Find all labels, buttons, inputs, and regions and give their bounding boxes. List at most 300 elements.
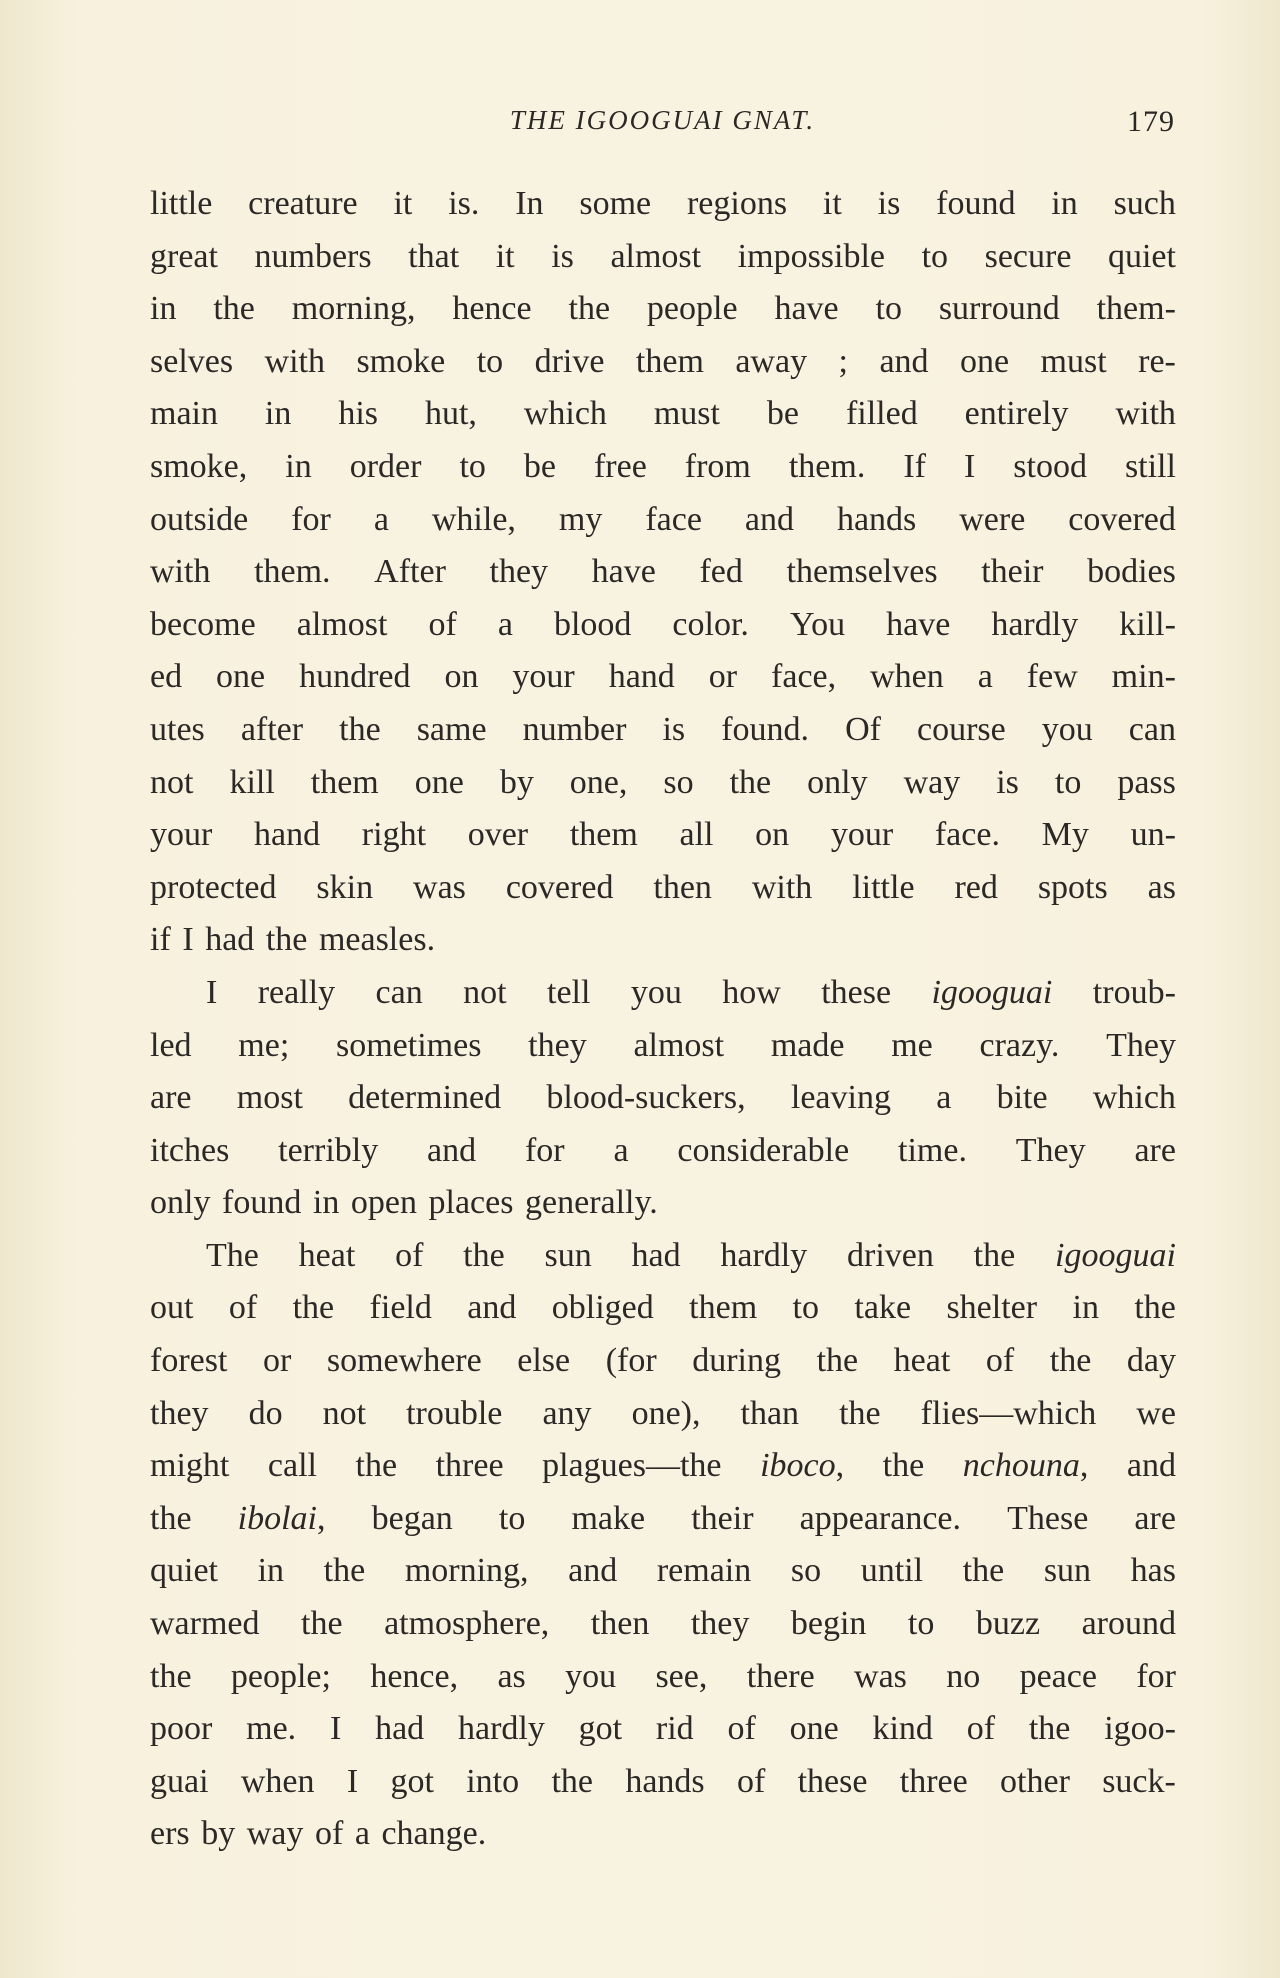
word: order <box>349 447 422 485</box>
word: had <box>375 1710 425 1748</box>
word: almost <box>296 605 388 643</box>
word: had <box>631 1236 681 1274</box>
text-line <box>150 967 1176 1020</box>
text-line <box>150 757 1176 810</box>
word: must <box>653 395 720 433</box>
word: covered <box>1068 500 1176 538</box>
text-line <box>150 914 1176 967</box>
word: how <box>722 973 781 1011</box>
text-line <box>150 1335 1176 1388</box>
word: and <box>879 342 929 380</box>
word: pass <box>1117 763 1176 801</box>
word: some <box>579 185 652 222</box>
word: of <box>228 1289 258 1327</box>
word: morning, <box>404 1552 529 1590</box>
word: the <box>1028 1710 1071 1748</box>
text-line <box>150 1230 1176 1283</box>
word: impossible <box>737 237 886 275</box>
word: with <box>751 868 813 906</box>
word: see, <box>655 1657 708 1695</box>
word: might <box>150 1447 230 1485</box>
word: re- <box>1138 342 1176 380</box>
word: led <box>150 1026 192 1064</box>
word: out <box>150 1289 194 1327</box>
word: only <box>807 763 868 801</box>
word: a <box>936 1079 952 1117</box>
word: ers <box>150 1815 190 1853</box>
word: the <box>816 1342 859 1380</box>
word: really <box>257 973 336 1011</box>
word: the <box>729 763 772 801</box>
word: way <box>246 1815 304 1853</box>
word: then <box>653 868 712 906</box>
word: in <box>1051 185 1078 222</box>
word: it <box>822 185 842 222</box>
text-line <box>150 441 1176 494</box>
word: are <box>1134 1131 1176 1169</box>
word: little <box>852 868 915 906</box>
word: a <box>977 658 993 696</box>
word: your <box>150 816 213 854</box>
word: hands <box>625 1762 705 1800</box>
word: the <box>973 1236 1016 1274</box>
word: can <box>375 973 423 1011</box>
word: not <box>322 1394 367 1432</box>
word: nchouna, <box>962 1447 1089 1485</box>
word: number <box>522 710 627 748</box>
text-line <box>150 1545 1176 1598</box>
word: obliged <box>551 1289 654 1327</box>
word: kill- <box>1119 605 1176 643</box>
word: of <box>736 1762 766 1800</box>
word: to <box>476 342 504 380</box>
word: made <box>770 1026 845 1064</box>
word: or <box>262 1342 292 1380</box>
text-line <box>150 1388 1176 1441</box>
word: them <box>689 1289 758 1327</box>
word: open <box>350 1184 417 1222</box>
word: selves <box>150 342 234 380</box>
word: of <box>727 1710 756 1748</box>
word: smoke <box>356 342 446 380</box>
word: in <box>150 290 177 328</box>
word: the <box>1049 1342 1092 1380</box>
word: still <box>1124 447 1176 485</box>
word: protected <box>150 868 277 906</box>
word: the <box>839 1394 881 1432</box>
word: blood-suckers, <box>546 1079 746 1117</box>
text-line <box>150 1493 1176 1546</box>
word: were <box>959 500 1026 538</box>
word: them <box>569 816 638 854</box>
word: a <box>613 1131 629 1169</box>
word: you <box>630 973 682 1011</box>
word: call <box>267 1447 317 1485</box>
word: is <box>877 185 901 222</box>
word: They <box>1015 1131 1086 1169</box>
word: in <box>312 1184 340 1222</box>
word: somewhere <box>326 1342 482 1380</box>
word: when <box>870 658 944 696</box>
word: leaving <box>790 1079 891 1117</box>
word: and <box>467 1289 517 1327</box>
word: one <box>789 1710 839 1748</box>
word: course <box>916 710 1006 748</box>
word: into <box>466 1762 520 1800</box>
word: such <box>1113 185 1176 222</box>
word: crazy. <box>979 1026 1060 1064</box>
word: terribly <box>278 1131 379 1169</box>
word: people; <box>230 1657 331 1695</box>
word: are <box>1134 1499 1176 1537</box>
word: which <box>1092 1079 1176 1117</box>
word: I <box>329 1710 342 1748</box>
word: igoo- <box>1104 1710 1176 1748</box>
word: got <box>578 1710 623 1748</box>
word: ed <box>150 658 183 696</box>
word: sun <box>1043 1552 1092 1590</box>
word: these <box>797 1762 868 1800</box>
text-line <box>150 1651 1176 1704</box>
word: My <box>1041 816 1089 854</box>
word: stood <box>1013 447 1087 485</box>
word: their <box>691 1499 754 1537</box>
word: a <box>497 605 513 643</box>
word: one), <box>631 1394 701 1432</box>
word: the <box>292 1289 335 1327</box>
word: driven <box>847 1236 934 1274</box>
word: rid <box>655 1710 694 1748</box>
word: it <box>495 237 515 275</box>
word: heat <box>893 1342 951 1380</box>
text-line <box>150 1072 1176 1125</box>
text-line <box>150 1282 1176 1335</box>
text-line <box>150 283 1176 336</box>
text-line <box>150 599 1176 652</box>
word: min- <box>1111 658 1176 696</box>
word: of <box>314 1815 344 1853</box>
word: people <box>646 290 738 328</box>
word: so <box>663 763 694 801</box>
word: suck- <box>1102 1762 1176 1800</box>
word: any <box>542 1394 592 1432</box>
word: I <box>182 921 194 959</box>
word: hands <box>836 500 917 538</box>
word: you <box>1041 710 1093 748</box>
text-line <box>150 1808 1176 1861</box>
word: If <box>903 447 926 485</box>
word: time. <box>898 1131 967 1169</box>
word: me. <box>246 1710 297 1748</box>
word: great <box>150 237 218 275</box>
word: to <box>921 237 949 275</box>
word: determined <box>348 1079 502 1117</box>
word: their <box>981 553 1044 591</box>
word: face. <box>934 816 1000 854</box>
word: your <box>830 816 894 854</box>
word: with <box>150 553 211 591</box>
text-line <box>150 1177 1176 1230</box>
text-line <box>150 651 1176 704</box>
word: right <box>361 816 427 854</box>
word: they <box>528 1026 587 1064</box>
word: which <box>523 395 607 433</box>
word: do <box>248 1394 283 1432</box>
word: poor <box>150 1710 213 1748</box>
word: hundred <box>299 658 411 696</box>
word: plagues—the <box>542 1447 722 1485</box>
text-line <box>150 546 1176 599</box>
word: buzz <box>975 1605 1041 1643</box>
word: one <box>216 658 266 696</box>
word: un- <box>1130 816 1176 854</box>
text-line <box>150 1598 1176 1651</box>
word: covered <box>505 868 614 906</box>
word: and <box>568 1552 618 1590</box>
word: appearance. <box>799 1499 962 1537</box>
word: be <box>523 447 556 485</box>
word: to <box>498 1499 526 1537</box>
word: igooguai <box>931 973 1053 1011</box>
word: same <box>416 710 487 748</box>
word: have <box>774 290 839 328</box>
word: all <box>679 816 714 854</box>
word: kind <box>872 1710 933 1748</box>
word: be <box>766 395 800 433</box>
word: the <box>463 1236 505 1274</box>
word: igooguai <box>1055 1236 1176 1274</box>
word: with <box>264 342 325 380</box>
word: are <box>150 1079 192 1117</box>
word: They <box>1106 1026 1176 1064</box>
word: found <box>222 1184 302 1222</box>
word: one <box>960 342 1010 380</box>
word: them. <box>788 447 866 485</box>
word: has <box>1130 1552 1176 1590</box>
word: creature <box>248 185 358 222</box>
word: they <box>690 1605 750 1643</box>
word: utes <box>150 710 205 748</box>
word: of <box>966 1710 996 1748</box>
word: me; <box>238 1026 290 1064</box>
word: the <box>882 1447 925 1485</box>
word: the <box>265 921 308 959</box>
word: no <box>946 1657 981 1695</box>
word: generally. <box>525 1184 658 1222</box>
word: sun <box>544 1236 592 1274</box>
word: with <box>1115 395 1176 433</box>
word: one, <box>569 763 628 801</box>
text-line <box>150 1020 1176 1073</box>
text-line <box>150 1440 1176 1493</box>
word: almost <box>633 1026 725 1064</box>
word: iboco, <box>760 1447 845 1485</box>
word: a <box>373 500 389 538</box>
word: the <box>213 290 255 328</box>
text-line <box>150 178 1176 231</box>
word: bite <box>996 1079 1048 1117</box>
word: as <box>497 1657 526 1695</box>
word: entirely <box>964 395 1069 433</box>
word: change. <box>381 1815 487 1853</box>
word: when <box>240 1762 315 1800</box>
word: to <box>792 1289 819 1327</box>
word: main <box>150 395 218 433</box>
word: to <box>875 290 902 328</box>
word: these <box>821 973 892 1011</box>
word: peace <box>1019 1657 1097 1695</box>
text-line <box>150 809 1176 862</box>
word: color. <box>672 605 749 643</box>
word: found. <box>721 710 810 748</box>
word: troub- <box>1092 973 1176 1011</box>
word: day <box>1126 1342 1176 1380</box>
word: hand <box>254 816 321 854</box>
body-text <box>150 178 1176 1861</box>
word: flies—which <box>920 1394 1097 1432</box>
word: The <box>206 1236 259 1274</box>
word: few <box>1026 658 1078 696</box>
word: them <box>310 763 379 801</box>
word: is <box>551 237 574 275</box>
word: that <box>408 237 460 275</box>
word: for <box>291 500 331 538</box>
word: them <box>635 342 704 380</box>
word: and <box>744 500 794 538</box>
text-line <box>150 1756 1176 1809</box>
word: face <box>645 500 702 538</box>
word: then <box>590 1605 650 1643</box>
text-line <box>150 336 1176 389</box>
word: can <box>1128 710 1176 748</box>
word: after <box>240 710 304 748</box>
text-line <box>150 704 1176 757</box>
word: in <box>257 1552 285 1590</box>
word: by <box>499 763 534 801</box>
word: skin <box>316 868 374 906</box>
word: hand <box>608 658 675 696</box>
word: forest <box>150 1342 228 1380</box>
word: was <box>413 868 466 906</box>
word: secure <box>984 237 1072 275</box>
word: little <box>150 185 213 222</box>
word: Of <box>845 710 881 748</box>
word: than <box>740 1394 800 1432</box>
word: the <box>150 1499 192 1537</box>
word: considerable <box>677 1131 850 1169</box>
word: one <box>414 763 464 801</box>
word: and <box>1126 1447 1176 1485</box>
word: my <box>558 500 603 538</box>
word: to <box>1054 763 1082 801</box>
word: a <box>354 1815 370 1853</box>
word: of <box>428 605 457 643</box>
word: it <box>393 185 413 222</box>
word: You <box>789 605 846 643</box>
word: the <box>962 1552 1005 1590</box>
word: three <box>899 1762 968 1800</box>
word: almost <box>610 237 702 275</box>
word: bodies <box>1087 553 1176 591</box>
word: had <box>205 921 255 959</box>
word: hardly <box>991 605 1079 643</box>
word: become <box>150 605 256 643</box>
word: in <box>1072 1289 1099 1327</box>
word: surround <box>938 290 1060 328</box>
word: is. <box>448 185 480 222</box>
word: for <box>524 1131 565 1169</box>
word: free <box>593 447 647 485</box>
word: fed <box>699 553 743 591</box>
word: make <box>571 1499 646 1537</box>
word: red <box>954 868 998 906</box>
word: for <box>1136 1657 1176 1695</box>
word: ; <box>838 342 848 380</box>
word: the <box>323 1552 366 1590</box>
word: ibolai, <box>237 1499 326 1537</box>
word: there <box>746 1657 815 1695</box>
word: to <box>459 447 486 485</box>
text-line <box>150 1703 1176 1756</box>
word: by <box>201 1815 236 1853</box>
word: numbers <box>254 237 372 275</box>
word: hardly <box>457 1710 545 1748</box>
word: places <box>428 1184 514 1222</box>
word: your <box>512 658 575 696</box>
word: in <box>285 447 312 485</box>
word: while, <box>431 500 516 538</box>
word: way <box>903 763 961 801</box>
word: or <box>708 658 738 696</box>
word: atmosphere, <box>384 1605 550 1643</box>
word: hut, <box>424 395 477 433</box>
word: trouble <box>406 1394 503 1432</box>
word: warmed <box>150 1605 260 1643</box>
word: and <box>427 1131 477 1169</box>
word: over <box>467 816 529 854</box>
word: smoke, <box>150 447 248 485</box>
word: we <box>1136 1394 1176 1432</box>
word: hardly <box>720 1236 808 1274</box>
word: during <box>692 1342 781 1380</box>
word: morning, <box>291 290 416 328</box>
word: the <box>568 290 611 328</box>
word: sometimes <box>336 1026 482 1064</box>
word: them- <box>1096 290 1176 328</box>
word: on <box>755 816 790 854</box>
word: began <box>371 1499 453 1537</box>
word: outside <box>150 500 249 538</box>
word: so <box>790 1552 822 1590</box>
word: the <box>1134 1289 1176 1327</box>
text-line <box>150 231 1176 284</box>
word: you <box>565 1657 617 1695</box>
word: quiet <box>1107 237 1176 275</box>
word: must <box>1040 342 1107 380</box>
text-line <box>150 494 1176 547</box>
word: I <box>346 1762 359 1800</box>
word: else <box>517 1342 571 1380</box>
word: (for <box>605 1342 657 1380</box>
word: until <box>860 1552 924 1590</box>
word: only <box>150 1184 211 1222</box>
word: not <box>150 763 194 801</box>
word: they <box>150 1394 209 1432</box>
word: themselves <box>786 553 938 591</box>
word: face, <box>771 658 837 696</box>
text-line <box>150 1125 1176 1178</box>
word: After <box>374 553 446 591</box>
